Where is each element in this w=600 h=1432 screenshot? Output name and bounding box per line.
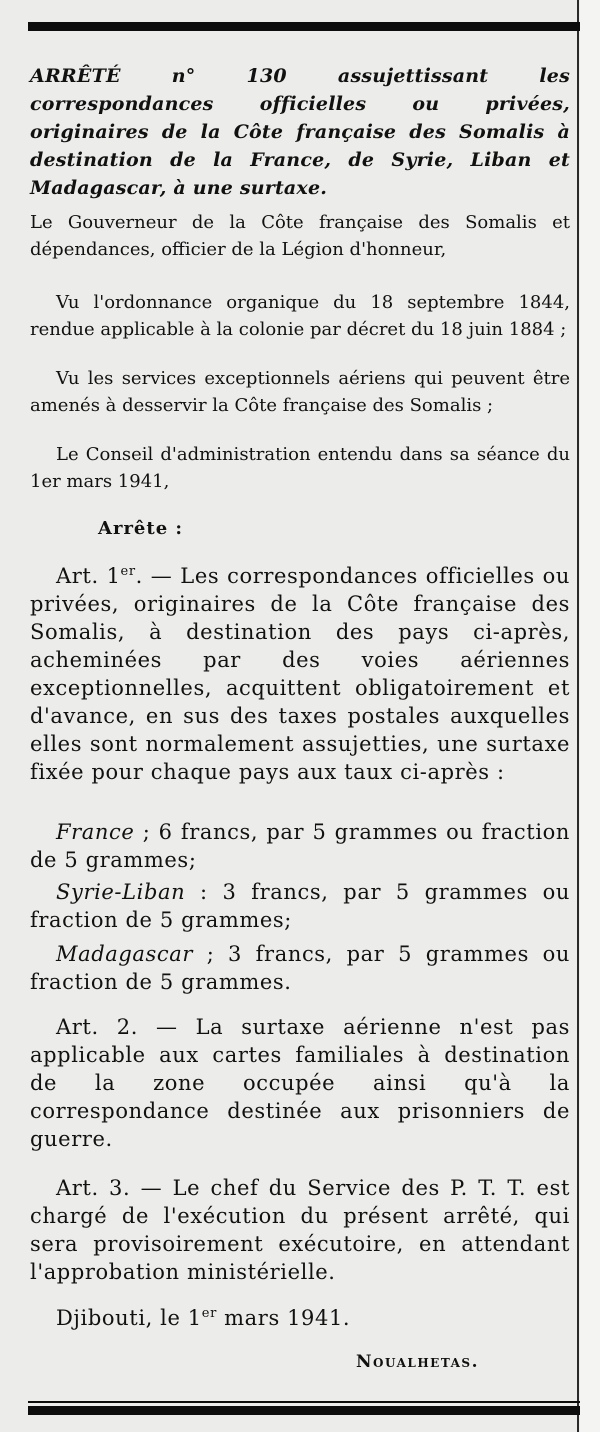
rate-syrie-liban: [30, 878, 570, 934]
bottom-rule-thin: [28, 1401, 580, 1403]
decree-title: ARRÊTÉ n° 130 assujettissant les correspondances officielles ou privées, originaires de la Côte française des Somalis à destination de la France, de Syrie, Liban et Madagascar, à une surtaxe.: [30, 65, 570, 199]
column-divider: [577, 0, 579, 1432]
rate-text: : 3 francs, par 5 grammes ou fraction de 5 grammes;: [30, 880, 570, 932]
article-1-label: Art. 1: [56, 564, 121, 588]
place-date-sup: er: [201, 1306, 217, 1321]
place-and-date: [30, 1304, 570, 1332]
article-1: [30, 562, 570, 786]
rate-france: [30, 818, 570, 874]
rate-text: ; 6 francs, par 5 grammes ou fraction de 5 grammes;: [30, 820, 570, 872]
governor-signature: Noualhetas.: [356, 1352, 479, 1372]
bottom-rule-thick: [28, 1406, 580, 1415]
article-column: [22, 0, 576, 1432]
article-2: Art. 2. — La surtaxe aérienne n'est pas applicable aux cartes familiales à destination de la zone occupée ainsi qu'à la correspondance destinée aux prisonniers de guerre.: [30, 1015, 570, 1151]
adjacent-column-edge: [580, 0, 600, 1432]
top-rule: [28, 22, 580, 31]
rate-madagascar: [30, 940, 570, 996]
preamble-conseil-text: Le Conseil d'administration entendu dans sa séance du 1er mars 1941,: [30, 444, 570, 492]
rate-text: ; 3 francs, par 5 grammes ou fraction de 5 grammes.: [30, 942, 570, 994]
preamble-services: Vu les services exceptionnels aériens qui peuvent être amenés à desservir la Côte française des Somalis ;: [30, 368, 570, 416]
rate-country-name: Madagascar: [56, 942, 194, 966]
place-date-prefix: Djibouti, le 1: [56, 1306, 202, 1330]
place-date-suffix: mars 1941.: [216, 1306, 351, 1330]
rate-country-name: France: [56, 820, 135, 844]
preamble-ordonnance: Vu l'ordonnance organique du 18 septembre 1844, rendue applicable à la colonie par décret du 18 juin 1884 ;: [30, 292, 570, 340]
article-1-label-sup: er: [120, 564, 136, 579]
arrete-heading: Arrête :: [98, 518, 184, 539]
rate-country-name: Syrie-Liban: [56, 880, 186, 904]
preamble-governor: Le Gouverneur de la Côte française des Somalis et dépendances, officier de la Légion d'honneur,: [30, 212, 570, 260]
article-3: Art. 3. — Le chef du Service des P. T. T. est chargé de l'exécution du présent arrêté, qui sera provisoirement exécutoire, en attendant l'approbation ministérielle.: [30, 1176, 570, 1284]
preamble-conseil: [30, 442, 570, 495]
article-1-text: . — Les correspondances officielles ou privées, originaires de la Côte française des Somalis, à destination des pays ci-après, acheminées par des voies aériennes exceptionnelles, acquittent obligatoirement et d'avance, en sus des taxes postales auxquelles elles sont normalement assujetties, une surtaxe fixée pour chaque pays aux taux ci-après :: [30, 564, 570, 784]
